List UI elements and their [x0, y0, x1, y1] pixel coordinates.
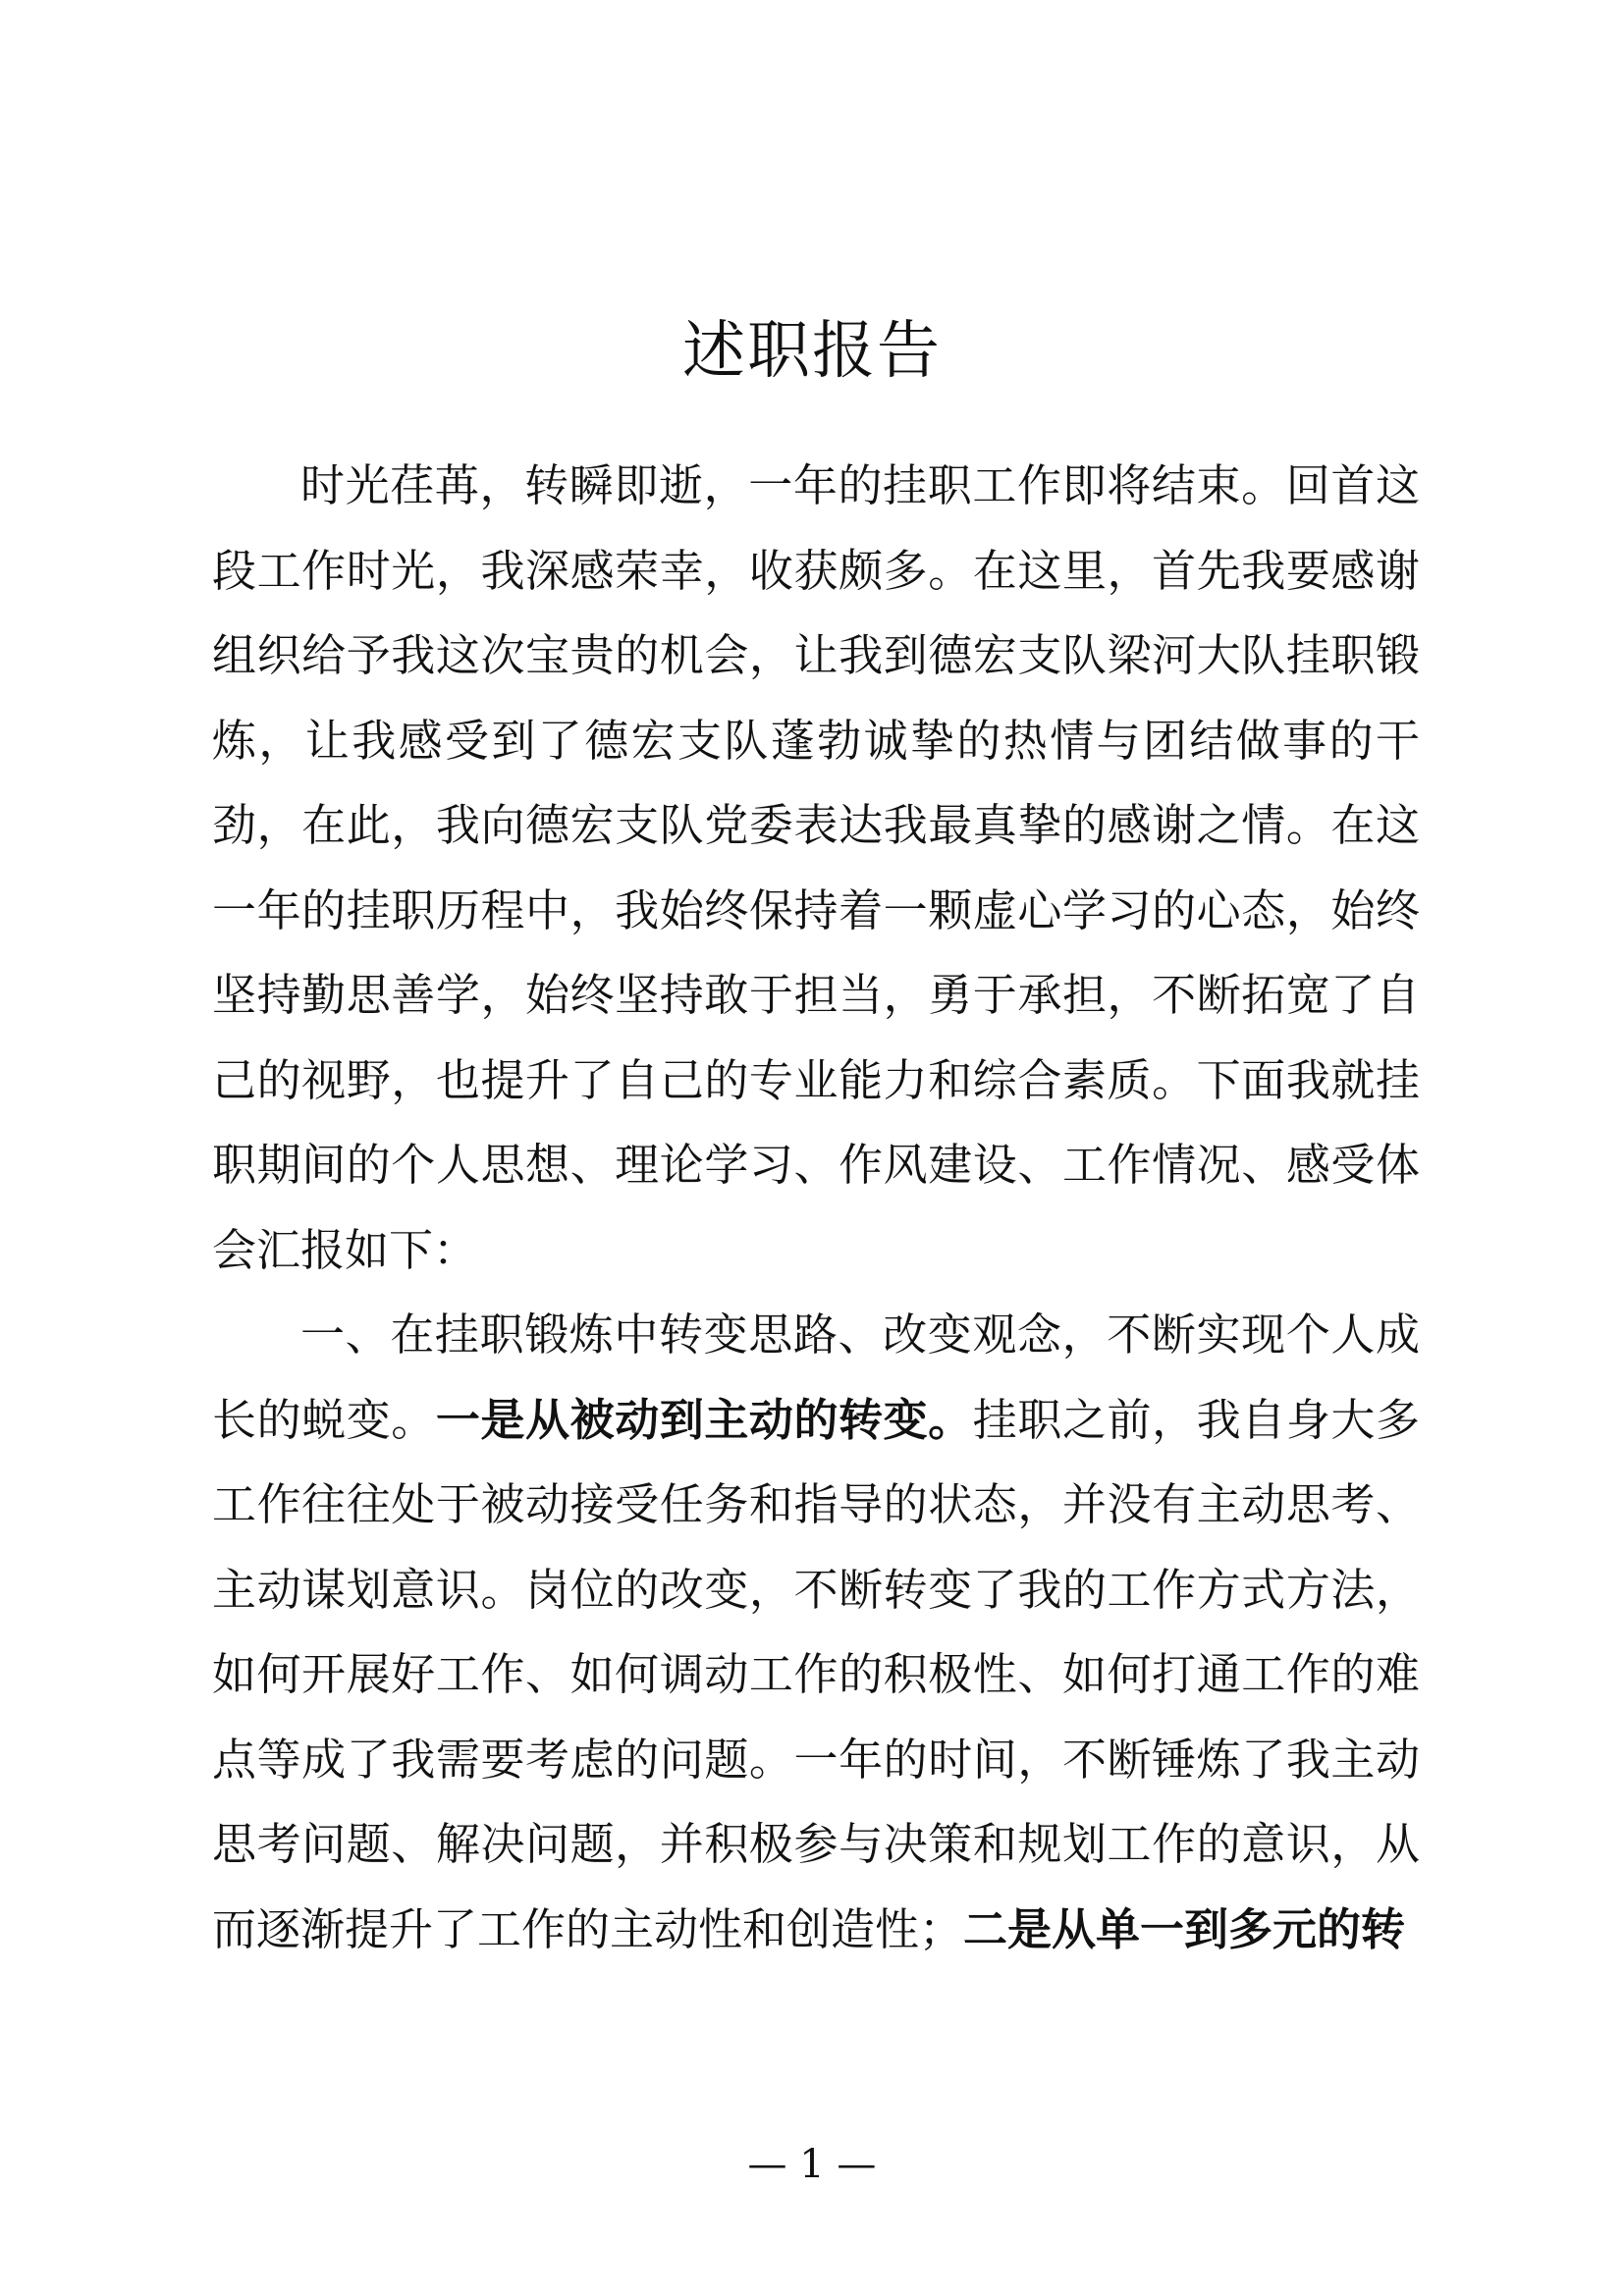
paragraph-intro: 时光荏苒，转瞬即逝，一年的挂职工作即将结束。回首这段工作时光，我深感荣幸，收获颇多。在这里，首先我要感谢组织给予我这次宝贵的机会，让我到德宏支队梁河大队挂职锻炼，让我感受到了德宏支队蓬勃诚挚的热情与团结做事的干劲，在此，我向德宏支队党委表达我最真挚的感谢之情。在这一年的挂职历程中，我始终保持着一颗虚心学习的心态，始终坚持勤思善学，始终坚持敢于担当，勇于承担，不断拓宽了自己的视野，也提升了自己的专业能力和综合素质。下面我就挂职期间的个人思想、理论学习、作风建设、工作情况、感受体会汇报如下： [212, 459, 1420, 1276]
document-body [212, 444, 1420, 1972]
point-one-heading: 一是从被动到主动的转变。 [435, 1393, 973, 1446]
page-number: — 1 — [747, 2142, 877, 2187]
point-one-body: 挂职之前，我自身大多工作往往处于被动接受任务和指导的状态，并没有主动思考、主动谋划意识。岗位的改变，不断转变了我的工作方式方法，如何开展好工作、如何调动工作的积极性、如何打通工作的难点等成了我需要考虑的问题。一年的时间，不断锤炼了我主动思考问题、解决问题，并积极参与决策和规划工作的意识，从而逐渐提升了工作的主动性和创造性； [212, 1393, 1420, 1955]
section-one-heading: 一、在挂职锻炼中转变思路、改变观念，不断实现个人成长的蜕变。 [212, 1308, 1420, 1446]
document-title: 述职报告 [682, 315, 942, 388]
paragraph-section-one [212, 1293, 1420, 1972]
point-two-heading: 二是从单一到多元的转 [963, 1902, 1406, 1955]
